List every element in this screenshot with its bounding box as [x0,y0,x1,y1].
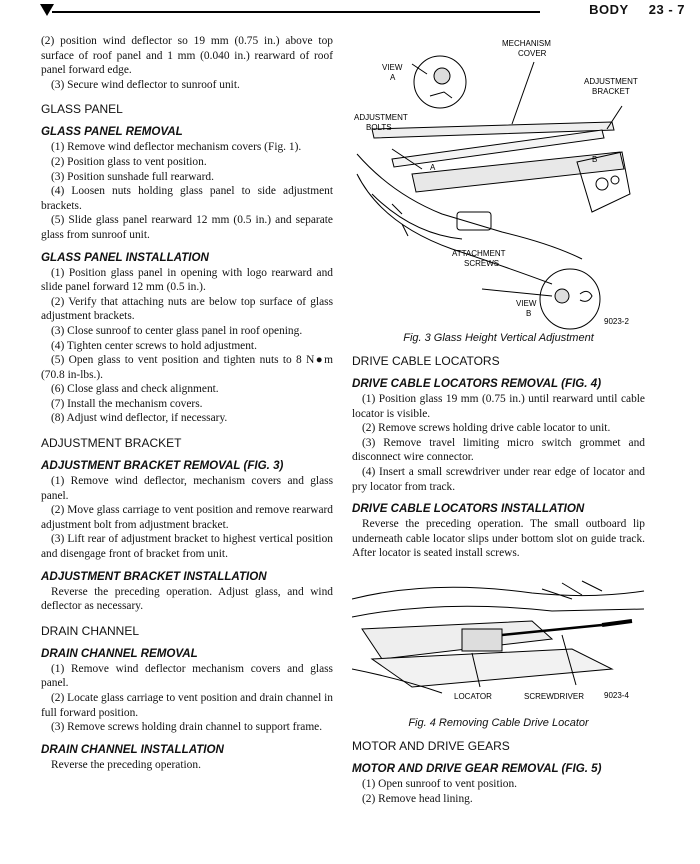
subsection-heading: MOTOR AND DRIVE GEAR REMOVAL (FIG. 5) [352,761,602,775]
paragraph: (2) Remove screws holding drive cable locator to unit. [362,422,611,435]
left-column [41,34,333,772]
paragraph: (3) Remove screws holding drain channel to support frame. [51,721,323,734]
subsection-heading: DRAIN CHANNEL INSTALLATION [41,742,224,756]
paragraph: (5) Slide glass panel rearward 12 mm (0.5 in.) and separate glass from sunroof unit. [41,214,333,241]
paragraph: (3) Remove travel limiting micro switch grommet and disconnect wire connector. [352,436,645,464]
figure-4 [352,569,645,729]
label-adjustment-bolts-1: ADJUSTMENT [354,113,408,122]
subsection-heading: GLASS PANEL INSTALLATION [41,250,209,264]
paragraph: (4) Loosen nuts holding glass panel to side adjustment brackets. [41,185,333,212]
label-a: A [390,73,396,82]
paragraph: (1) Position glass 19 mm (0.75 in.) until rearward until cable locator is visible. [352,393,645,420]
header-rule [52,11,540,13]
paragraph: (3) Position sunshade full rearward. [51,170,214,183]
figure-code-9023-4: 9023-4 [604,690,629,700]
fig3-illustration [352,34,645,330]
label-screwdriver: SCREWDRIVER [524,691,585,701]
paragraph: (8) Adjust wind deflector, if necessary. [51,412,228,425]
paragraph: (3) Lift rear of adjustment bracket to highest vertical position and disengage front of bracket from unit. [41,533,333,561]
paragraph: Reverse the preceding operation. The small outboard lip underneath cable locator slips under bottom slot on guide track. After locator is seated install screws. [352,518,645,560]
label-adjustment-bracket-2: BRACKET [592,87,630,96]
section-heading: DRIVE CABLE LOCATORS [352,354,500,368]
figure-code-9023-2: 9023-2 [604,317,629,326]
label-view-b: VIEW [516,299,537,308]
triangle-marker-icon [40,4,54,16]
subsection-heading: DRIVE CABLE LOCATORS INSTALLATION [352,502,585,516]
paragraph: Reverse the preceding operation. [51,758,201,771]
label-adjustment-bracket-1: ADJUSTMENT [584,77,638,86]
paragraph: (1) Position glass panel in opening with logo rearward and slide panel forward 12 mm (0.5 in.). [41,266,333,294]
view-b-circle [540,269,600,329]
subsection-heading: GLASS PANEL REMOVAL [41,125,183,139]
paragraph: (2) position wind deflector so 19 mm (0.75 in.) above top surface of roof panel and 1 mm (0.040 in.) rearward of roof panel forward edge. [41,35,333,77]
paragraph: (4) Tighten center screws to hold adjustment. [51,339,257,352]
figure-3 [352,34,645,344]
label-mechanism: MECHANISM [502,39,551,48]
subsection-heading: ADJUSTMENT BRACKET REMOVAL (FIG. 3) [41,459,284,473]
fig4-caption: Fig. 4 Removing Cable Drive Locator [408,716,589,729]
page-number: 23 - 7 [648,2,685,17]
paragraph: (3) Secure wind deflector to sunroof unit. [51,78,240,91]
section-heading: ADJUSTMENT BRACKET [41,436,182,451]
paragraph: (6) Close glass and check alignment. [51,383,219,396]
label-locator: LOCATOR [454,691,492,701]
paragraph: (2) Verify that attaching nuts are below top surface of glass adjustment brackets. [41,295,333,323]
section-heading: DRAIN CHANNEL [41,623,140,638]
label-adjustment-bolts-2: BOLTS [366,123,392,132]
right-text-b [352,739,645,806]
page-header [40,2,685,22]
paragraph: (2) Locate glass carriage to vent position and drain channel in full forward position. [41,692,333,719]
paragraph: (2) Move glass carriage to vent position and remove rearward adjustment bolt from adjustment bracket. [41,504,333,531]
paragraph: (1) Remove wind deflector, mechanism covers and glass panel. [41,475,333,502]
paragraph: (2) Position glass to vent position. [51,155,207,168]
paragraph: Reverse the preceding operation. Adjust glass, and wind deflector as necessary. [41,585,333,613]
label-cover: COVER [518,49,547,58]
subsection-heading: DRIVE CABLE LOCATORS REMOVAL (FIG. 4) [352,377,602,390]
fig4-illustration [352,569,645,715]
subsection-heading: ADJUSTMENT BRACKET INSTALLATION [41,569,267,583]
fig3-caption: Fig. 3 Glass Height Vertical Adjustment [403,332,594,344]
label-a-marker: A [430,163,436,172]
section-name: BODY [589,2,629,17]
paragraph: (2) Remove head lining. [362,792,473,805]
subsection-heading: DRAIN CHANNEL REMOVAL [41,646,198,660]
section-heading: GLASS PANEL [41,102,123,117]
section-heading: MOTOR AND DRIVE GEARS [352,738,510,753]
paragraph: (1) Open sunroof to vent position. [362,777,518,790]
paragraph: (7) Install the mechanism covers. [51,397,203,410]
paragraph: (5) Open glass to vent position and tighten nuts to 8 N●m (70.8 in-lbs.). [41,354,333,381]
paragraph: (3) Close sunroof to center glass panel in roof opening. [51,324,303,337]
paragraph: (1) Remove wind deflector mechanism covers and glass panel. [41,662,333,690]
paragraph: (1) Remove wind deflector mechanism covers (Fig. 1). [51,141,302,154]
label-view-a: VIEW [382,63,403,72]
label-screws: SCREWS [464,259,500,268]
paragraph: (4) Insert a small screwdriver under rear edge of locator and pry locator from track. [352,465,645,493]
header-label [589,2,685,17]
label-b-marker: B [592,155,598,164]
label-b: B [526,309,532,318]
right-text-a [352,354,645,561]
label-attachment: ATTACHMENT [452,249,506,258]
right-column [352,34,645,806]
